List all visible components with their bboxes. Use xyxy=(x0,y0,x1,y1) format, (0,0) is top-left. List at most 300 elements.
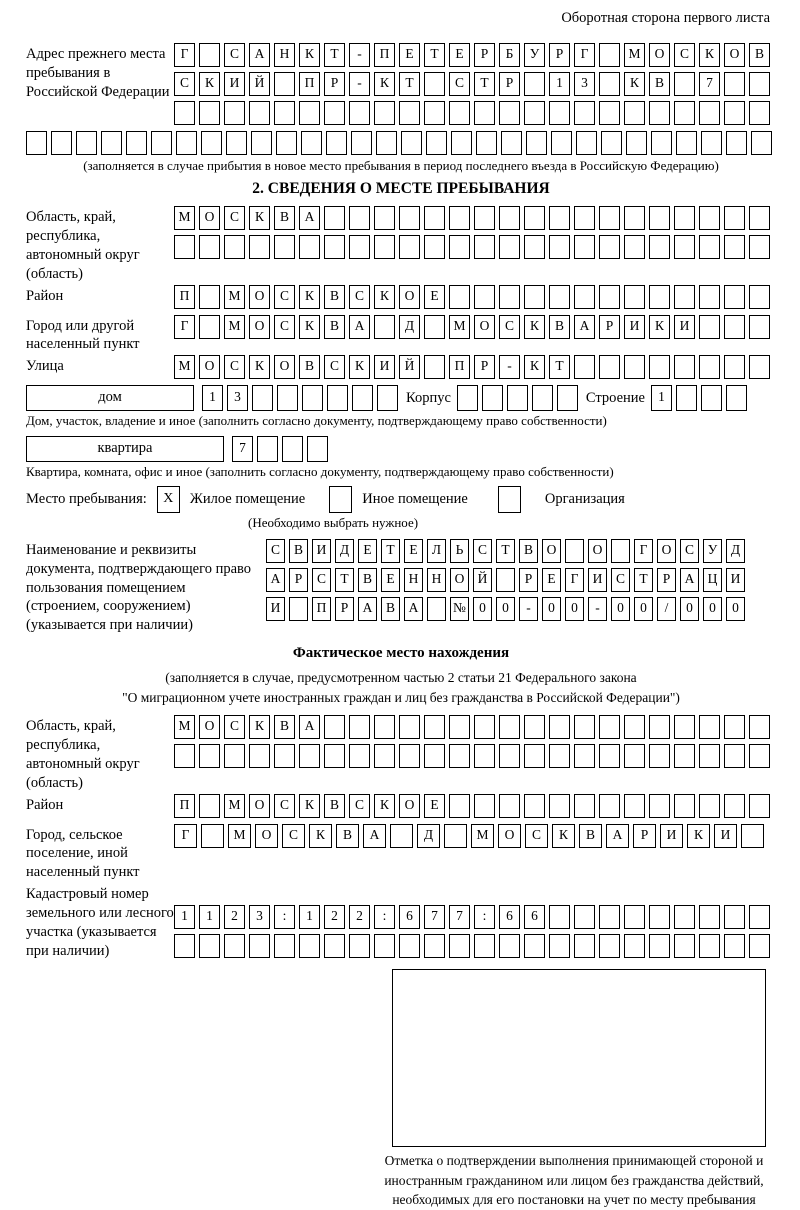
char-cell: - xyxy=(588,597,607,621)
flat-field-box: квартира xyxy=(26,436,224,462)
char-cell: 1 xyxy=(199,905,220,929)
char-cell xyxy=(349,934,370,958)
char-cell xyxy=(574,101,595,125)
char-cell xyxy=(549,101,570,125)
stay-type-label: Место пребывания: xyxy=(26,490,147,507)
char-cell xyxy=(749,794,770,818)
char-cell: О xyxy=(399,794,420,818)
char-cell: К xyxy=(299,285,320,309)
actual-district-label: Район xyxy=(26,796,64,813)
char-cell: О xyxy=(588,539,607,563)
char-cell xyxy=(274,934,295,958)
char-cell xyxy=(424,206,445,230)
prev-address-block xyxy=(26,43,776,130)
char-cell xyxy=(496,568,515,592)
char-cell: В xyxy=(579,824,602,848)
char-cell xyxy=(499,744,520,768)
char-cell xyxy=(499,101,520,125)
district-row xyxy=(174,285,776,309)
char-cell xyxy=(424,235,445,259)
char-cell: О xyxy=(649,43,670,67)
char-cell: О xyxy=(724,43,745,67)
actual-region-block xyxy=(26,715,776,792)
char-cell: - xyxy=(349,72,370,96)
char-cell xyxy=(724,355,745,379)
city-block xyxy=(26,315,776,355)
char-cell xyxy=(299,744,320,768)
char-cell xyxy=(399,101,420,125)
char-cell xyxy=(599,72,620,96)
char-cell: О xyxy=(255,824,278,848)
char-cell xyxy=(201,824,224,848)
char-cell xyxy=(176,131,197,155)
char-cell: В xyxy=(324,794,345,818)
region-block xyxy=(26,206,776,283)
char-cell xyxy=(749,715,770,739)
char-cell: С xyxy=(349,794,370,818)
char-cell xyxy=(324,715,345,739)
actual-region-row-1 xyxy=(174,715,776,739)
char-cell: А xyxy=(363,824,386,848)
char-cell xyxy=(482,385,503,411)
house-field-box: дом xyxy=(26,385,194,411)
char-cell xyxy=(224,934,245,958)
char-cell xyxy=(449,285,470,309)
char-cell xyxy=(390,824,413,848)
char-cell: К xyxy=(374,794,395,818)
prev-address-row-4 xyxy=(26,131,776,155)
char-cell xyxy=(526,131,547,155)
char-cell xyxy=(651,131,672,155)
char-cell xyxy=(741,824,764,848)
char-cell xyxy=(749,934,770,958)
char-cell: С xyxy=(266,539,285,563)
char-cell xyxy=(199,43,220,67)
char-cell xyxy=(749,72,770,96)
char-cell: А xyxy=(358,597,377,621)
char-cell xyxy=(499,235,520,259)
char-cell: К xyxy=(309,824,332,848)
char-cell xyxy=(749,206,770,230)
char-cell xyxy=(699,794,720,818)
char-cell xyxy=(549,794,570,818)
char-cell: К xyxy=(199,72,220,96)
char-cell xyxy=(349,715,370,739)
char-cell: : xyxy=(274,905,295,929)
char-cell xyxy=(474,101,495,125)
char-cell xyxy=(524,235,545,259)
char-cell xyxy=(724,235,745,259)
char-cell xyxy=(749,315,770,339)
street-label: Улица xyxy=(26,358,64,375)
char-cell xyxy=(549,235,570,259)
char-cell: С xyxy=(282,824,305,848)
char-cell: С xyxy=(449,72,470,96)
char-cell xyxy=(624,206,645,230)
char-cell xyxy=(474,235,495,259)
char-cell xyxy=(699,744,720,768)
char-cell xyxy=(749,355,770,379)
char-cell xyxy=(674,285,695,309)
char-cell: С xyxy=(499,315,520,339)
char-cell: Д xyxy=(335,539,354,563)
char-cell xyxy=(599,715,620,739)
actual-location-note-line1: (заполняется в случае, предусмотренном частью 2 статьи 21 Федерального закона xyxy=(165,670,637,686)
stay-type-row xyxy=(26,486,776,513)
char-cell: О xyxy=(199,206,220,230)
char-cell xyxy=(324,206,345,230)
korpus-label: Корпус xyxy=(406,390,451,407)
char-cell: У xyxy=(703,539,722,563)
char-cell: В xyxy=(324,285,345,309)
mark-box-caption: Отметка о подтверждении выполнения принимающей стороной и иностранным гражданином или лицом без гражданства действий, необходимых для его постановки на учет по месту пребывания xyxy=(384,1153,764,1208)
char-cell xyxy=(549,934,570,958)
char-cell: С xyxy=(224,43,245,67)
other-premises-option-label: Иное помещение xyxy=(362,490,468,507)
char-cell: В xyxy=(358,568,377,592)
char-cell: О xyxy=(399,285,420,309)
page-header: Оборотная сторона первого листа xyxy=(561,10,770,26)
checkbox-residential: X xyxy=(157,486,180,513)
char-cell: О xyxy=(474,315,495,339)
char-cell xyxy=(574,905,595,929)
char-cell xyxy=(299,101,320,125)
char-cell xyxy=(624,744,645,768)
char-cell: С xyxy=(224,715,245,739)
char-cell: 1 xyxy=(202,385,223,411)
char-cell: К xyxy=(374,285,395,309)
char-cell: С xyxy=(611,568,630,592)
char-cell xyxy=(51,131,72,155)
section2-title: 2. СВЕДЕНИЯ О МЕСТЕ ПРЕБЫВАНИЯ xyxy=(252,180,550,198)
char-cell: И xyxy=(312,539,331,563)
char-cell: Р xyxy=(335,597,354,621)
char-cell: К xyxy=(649,315,670,339)
char-cell xyxy=(499,715,520,739)
char-cell xyxy=(349,744,370,768)
char-cell xyxy=(724,794,745,818)
char-cell xyxy=(474,285,495,309)
char-cell xyxy=(349,235,370,259)
actual-location-note xyxy=(26,668,776,707)
char-cell: И xyxy=(224,72,245,96)
prev-address-grid xyxy=(174,43,776,130)
char-cell xyxy=(574,206,595,230)
cadastre-block xyxy=(26,883,776,963)
char-cell: - xyxy=(349,43,370,67)
char-cell: Т xyxy=(474,72,495,96)
char-cell: Т xyxy=(496,539,515,563)
char-cell: Е xyxy=(449,43,470,67)
char-cell: С xyxy=(680,539,699,563)
char-cell xyxy=(674,794,695,818)
char-cell: М xyxy=(174,715,195,739)
char-cell: 1 xyxy=(549,72,570,96)
char-cell xyxy=(501,131,522,155)
stay-type-note: (Необходимо выбрать нужное) xyxy=(248,514,419,530)
actual-region-label: Область, край, республика, автономный округ (область) xyxy=(26,718,140,791)
char-cell xyxy=(299,235,320,259)
char-cell: У xyxy=(524,43,545,67)
document-row-3 xyxy=(266,597,776,621)
char-cell: Т xyxy=(381,539,400,563)
char-cell xyxy=(611,539,630,563)
checkbox-other-premises xyxy=(329,486,352,513)
char-cell: Р xyxy=(499,72,520,96)
char-cell xyxy=(674,101,695,125)
actual-region-row-2 xyxy=(174,744,776,768)
char-cell: Г xyxy=(634,539,653,563)
actual-city-label: Город, сельское поселение, иной населенный пункт xyxy=(26,826,140,881)
actual-location-title: Фактическое место нахождения xyxy=(292,645,510,662)
char-cell xyxy=(26,131,47,155)
char-cell: И xyxy=(660,824,683,848)
char-cell xyxy=(649,744,670,768)
char-cell xyxy=(699,206,720,230)
char-cell: С xyxy=(473,539,492,563)
char-cell xyxy=(449,744,470,768)
char-cell: 6 xyxy=(399,905,420,929)
char-cell xyxy=(549,715,570,739)
char-cell xyxy=(399,206,420,230)
confirmation-mark-box xyxy=(392,969,766,1147)
char-cell: 7 xyxy=(449,905,470,929)
char-cell xyxy=(352,385,373,411)
char-cell xyxy=(199,744,220,768)
char-cell: А xyxy=(266,568,285,592)
char-cell xyxy=(424,744,445,768)
char-cell: И xyxy=(588,568,607,592)
char-cell xyxy=(699,315,720,339)
char-cell: С xyxy=(224,206,245,230)
char-cell: 2 xyxy=(324,905,345,929)
char-cell: В xyxy=(289,539,308,563)
char-cell: К xyxy=(249,206,270,230)
char-cell: С xyxy=(274,315,295,339)
char-cell: Т xyxy=(335,568,354,592)
region-grid xyxy=(174,206,776,264)
city-label: Город или другой населенный пункт xyxy=(26,317,140,353)
char-cell xyxy=(624,794,645,818)
char-cell: Р xyxy=(549,43,570,67)
char-cell: В xyxy=(549,315,570,339)
char-cell: Д xyxy=(417,824,440,848)
char-cell xyxy=(674,934,695,958)
char-cell xyxy=(549,285,570,309)
char-cell: Т xyxy=(324,43,345,67)
char-cell: А xyxy=(349,315,370,339)
char-cell xyxy=(674,72,695,96)
char-cell xyxy=(699,905,720,929)
char-cell: Р xyxy=(474,43,495,67)
stroenie-cells xyxy=(651,385,751,411)
char-cell: Р xyxy=(633,824,656,848)
region-label: Область, край, республика, автономный округ (область) xyxy=(26,209,140,282)
char-cell xyxy=(199,285,220,309)
char-cell: О xyxy=(450,568,469,592)
char-cell: И xyxy=(266,597,285,621)
char-cell xyxy=(524,744,545,768)
char-cell: А xyxy=(249,43,270,67)
document-label: Наименование и реквизиты документа, подтверждающего право пользования помещением (строением, сооружением) (указывается при наличии) xyxy=(26,541,252,634)
char-cell xyxy=(449,206,470,230)
char-cell xyxy=(524,794,545,818)
char-cell xyxy=(224,101,245,125)
char-cell xyxy=(574,285,595,309)
char-cell: М xyxy=(449,315,470,339)
char-cell: С xyxy=(274,285,295,309)
char-cell: М xyxy=(228,824,251,848)
char-cell xyxy=(574,235,595,259)
char-cell xyxy=(199,101,220,125)
char-cell: 0 xyxy=(565,597,584,621)
char-cell xyxy=(499,934,520,958)
char-cell xyxy=(377,385,398,411)
char-cell: С xyxy=(274,794,295,818)
char-cell xyxy=(524,101,545,125)
char-cell xyxy=(724,934,745,958)
char-cell xyxy=(674,355,695,379)
char-cell: Т xyxy=(549,355,570,379)
actual-city-block xyxy=(26,824,776,883)
char-cell: А xyxy=(299,206,320,230)
char-cell xyxy=(674,905,695,929)
char-cell xyxy=(724,315,745,339)
char-cell xyxy=(201,131,222,155)
char-cell xyxy=(399,715,420,739)
house-row xyxy=(26,385,776,411)
char-cell xyxy=(451,131,472,155)
char-cell: П xyxy=(312,597,331,621)
char-cell xyxy=(274,101,295,125)
char-cell: А xyxy=(680,568,699,592)
actual-district-block xyxy=(26,794,776,823)
char-cell xyxy=(476,131,497,155)
prev-address-row-1 xyxy=(174,43,776,67)
char-cell xyxy=(326,131,347,155)
actual-district-row xyxy=(174,794,776,818)
char-cell xyxy=(424,715,445,739)
char-cell: К xyxy=(552,824,575,848)
flat-number-cells xyxy=(232,436,332,462)
char-cell xyxy=(274,72,295,96)
char-cell xyxy=(599,101,620,125)
char-cell xyxy=(249,101,270,125)
char-cell xyxy=(399,235,420,259)
char-cell xyxy=(374,715,395,739)
char-cell xyxy=(324,744,345,768)
char-cell: П xyxy=(374,43,395,67)
char-cell xyxy=(699,355,720,379)
prev-address-row-3 xyxy=(174,101,776,125)
char-cell: : xyxy=(374,905,395,929)
char-cell xyxy=(624,355,645,379)
char-cell xyxy=(277,385,298,411)
char-cell xyxy=(624,715,645,739)
char-cell: Е xyxy=(424,794,445,818)
char-cell xyxy=(699,934,720,958)
char-cell: К xyxy=(624,72,645,96)
char-cell xyxy=(289,597,308,621)
char-cell xyxy=(126,131,147,155)
char-cell: - xyxy=(499,355,520,379)
char-cell: П xyxy=(174,285,195,309)
char-cell xyxy=(252,385,273,411)
char-cell xyxy=(549,744,570,768)
char-cell xyxy=(374,315,395,339)
char-cell xyxy=(282,436,303,462)
char-cell: К xyxy=(249,715,270,739)
char-cell: В xyxy=(519,539,538,563)
char-cell xyxy=(699,285,720,309)
char-cell: М xyxy=(224,794,245,818)
char-cell xyxy=(424,355,445,379)
char-cell xyxy=(574,934,595,958)
char-cell: О xyxy=(199,355,220,379)
char-cell xyxy=(499,206,520,230)
char-cell: Е xyxy=(404,539,423,563)
char-cell: Й xyxy=(399,355,420,379)
char-cell: К xyxy=(374,72,395,96)
char-cell xyxy=(424,315,445,339)
char-cell: В xyxy=(324,315,345,339)
char-cell: 1 xyxy=(299,905,320,929)
char-cell xyxy=(701,131,722,155)
char-cell: 6 xyxy=(524,905,545,929)
char-cell xyxy=(302,385,323,411)
prev-address-note: (заполняется в случае прибытия в новое место пребывания в период последнего въезда в Российскую Федерацию) xyxy=(83,158,719,173)
char-cell xyxy=(374,206,395,230)
char-cell xyxy=(574,794,595,818)
char-cell xyxy=(649,715,670,739)
char-cell: И xyxy=(726,568,745,592)
char-cell xyxy=(101,131,122,155)
char-cell xyxy=(174,235,195,259)
char-cell xyxy=(399,744,420,768)
prev-address-label: Адрес прежнего места пребывания в Российской Федерации xyxy=(26,46,170,100)
char-cell: Р xyxy=(657,568,676,592)
char-cell: М xyxy=(624,43,645,67)
char-cell xyxy=(374,744,395,768)
char-cell: К xyxy=(524,315,545,339)
char-cell xyxy=(524,206,545,230)
char-cell: И xyxy=(374,355,395,379)
char-cell: О xyxy=(498,824,521,848)
char-cell: А xyxy=(299,715,320,739)
char-cell: А xyxy=(574,315,595,339)
char-cell xyxy=(749,101,770,125)
char-cell xyxy=(449,934,470,958)
char-cell xyxy=(374,101,395,125)
char-cell xyxy=(257,436,278,462)
char-cell xyxy=(426,131,447,155)
char-cell: С xyxy=(525,824,548,848)
char-cell xyxy=(649,934,670,958)
char-cell: Н xyxy=(404,568,423,592)
char-cell xyxy=(751,131,772,155)
char-cell xyxy=(649,206,670,230)
char-cell xyxy=(427,597,446,621)
char-cell xyxy=(474,206,495,230)
house-note: Дом, участок, владение и иное (заполнить согласно документу, подтверждающему право собственности) xyxy=(26,413,607,429)
char-cell xyxy=(626,131,647,155)
char-cell xyxy=(174,934,195,958)
char-cell: 2 xyxy=(349,905,370,929)
char-cell: 1 xyxy=(651,385,672,411)
char-cell: К xyxy=(299,43,320,67)
char-cell xyxy=(507,385,528,411)
char-cell: Г xyxy=(174,43,195,67)
